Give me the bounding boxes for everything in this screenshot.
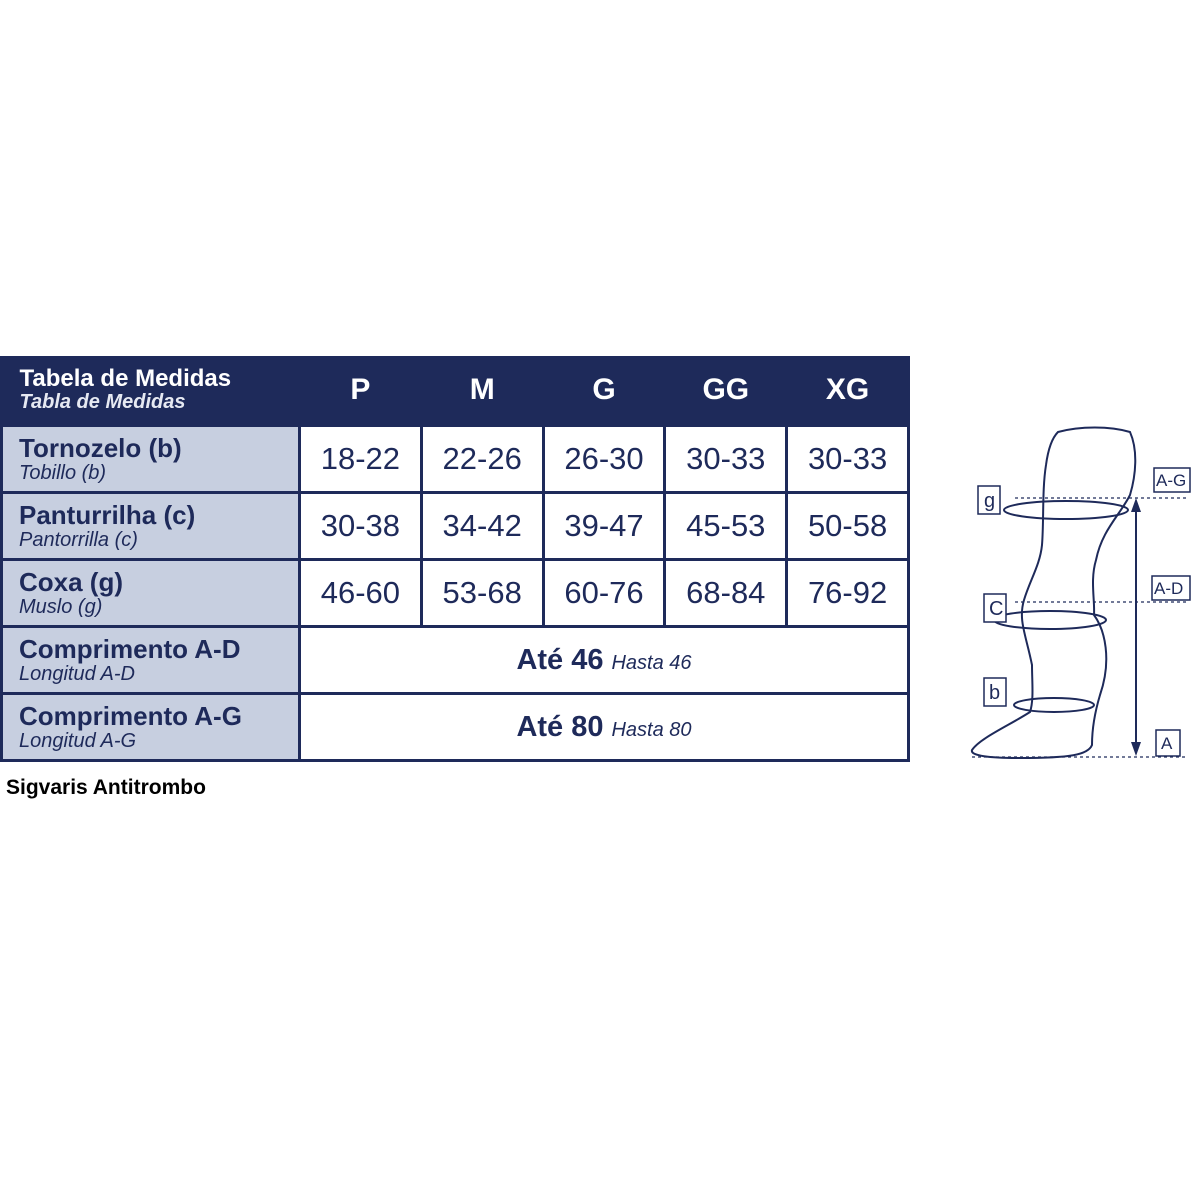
label-box-c (984, 594, 1006, 622)
row-label (2, 493, 300, 560)
label-c-text: C (989, 598, 1004, 620)
label-box-a (1156, 730, 1180, 756)
size-header-m: M (421, 356, 543, 426)
label-box-g (978, 486, 1000, 514)
table-row-ankle (2, 426, 909, 493)
table-cell: 50-58 (787, 493, 909, 560)
thigh-circumference (1004, 501, 1128, 519)
table-cell: 68-84 (665, 560, 787, 627)
table-cell: 34-42 (421, 493, 543, 560)
label-a-text: A (1161, 734, 1173, 753)
row-label (2, 560, 300, 627)
row-label-pt: Tornozelo (b) (19, 432, 182, 463)
span-cell (300, 694, 909, 761)
row-label-es: Longitud A-G (19, 729, 137, 752)
table-title-es: Tabla de Medidas (19, 391, 186, 413)
length-arrow-bottom-head (1131, 742, 1141, 756)
size-header-gg: GG (665, 356, 787, 426)
ankle-circumference (1014, 698, 1094, 712)
label-b-text: b (989, 682, 1001, 704)
span-cell (300, 627, 909, 694)
label-box-ag (1154, 468, 1190, 492)
size-header-g: G (543, 356, 665, 426)
span-value-pt: Até 46 (516, 643, 604, 676)
length-arrow-top-head (1131, 498, 1141, 512)
table-row-length-ad (2, 627, 909, 694)
table-cell: 30-33 (665, 426, 787, 493)
table-cell: 53-68 (421, 560, 543, 627)
table-row-length-ag (2, 694, 909, 761)
table-title-pt: Tabela de Medidas (19, 365, 232, 392)
row-label-es: Tobillo (b) (19, 461, 107, 484)
calf-circumference (994, 611, 1106, 629)
label-ad-text: A-D (1154, 579, 1184, 598)
row-label (2, 694, 300, 761)
table-cell: 30-38 (300, 493, 422, 560)
row-label-pt: Coxa (g) (19, 566, 123, 597)
row-label-es: Muslo (g) (19, 595, 103, 618)
table-cell: 26-30 (543, 426, 665, 493)
row-label-es: Pantorrilla (c) (19, 528, 138, 551)
label-box-b (984, 678, 1006, 706)
size-header-p: P (300, 356, 422, 426)
table-cell: 22-26 (421, 426, 543, 493)
table-row-thigh (2, 560, 909, 627)
row-label (2, 627, 300, 694)
table-cell: 46-60 (300, 560, 422, 627)
leg-measurement-diagram (960, 420, 1200, 770)
row-label (2, 426, 300, 493)
table-cell: 18-22 (300, 426, 422, 493)
label-ag-text: A-G (1156, 471, 1187, 490)
span-value-es: Hasta 46 (611, 651, 692, 674)
table-cell: 76-92 (787, 560, 909, 627)
table-cell: 60-76 (543, 560, 665, 627)
table-row-calf (2, 493, 909, 560)
label-box-ad (1152, 576, 1190, 600)
product-caption: Sigvaris Antitrombo (6, 776, 206, 799)
table-title (2, 356, 300, 426)
table-cell: 30-33 (787, 426, 909, 493)
span-value-pt: Até 80 (516, 710, 604, 743)
row-label-pt: Panturrilha (c) (19, 499, 196, 530)
table-header-row (2, 356, 909, 426)
row-label-es: Longitud A-D (19, 662, 135, 685)
row-label-pt: Comprimento A-G (19, 700, 242, 731)
row-label-pt: Comprimento A-D (19, 633, 241, 664)
label-g-text: g (984, 490, 996, 512)
leg-outline (972, 428, 1135, 759)
size-table (0, 356, 910, 762)
size-header-xg: XG (787, 356, 909, 426)
span-value-es: Hasta 80 (611, 718, 692, 741)
table-cell: 39-47 (543, 493, 665, 560)
table-cell: 45-53 (665, 493, 787, 560)
